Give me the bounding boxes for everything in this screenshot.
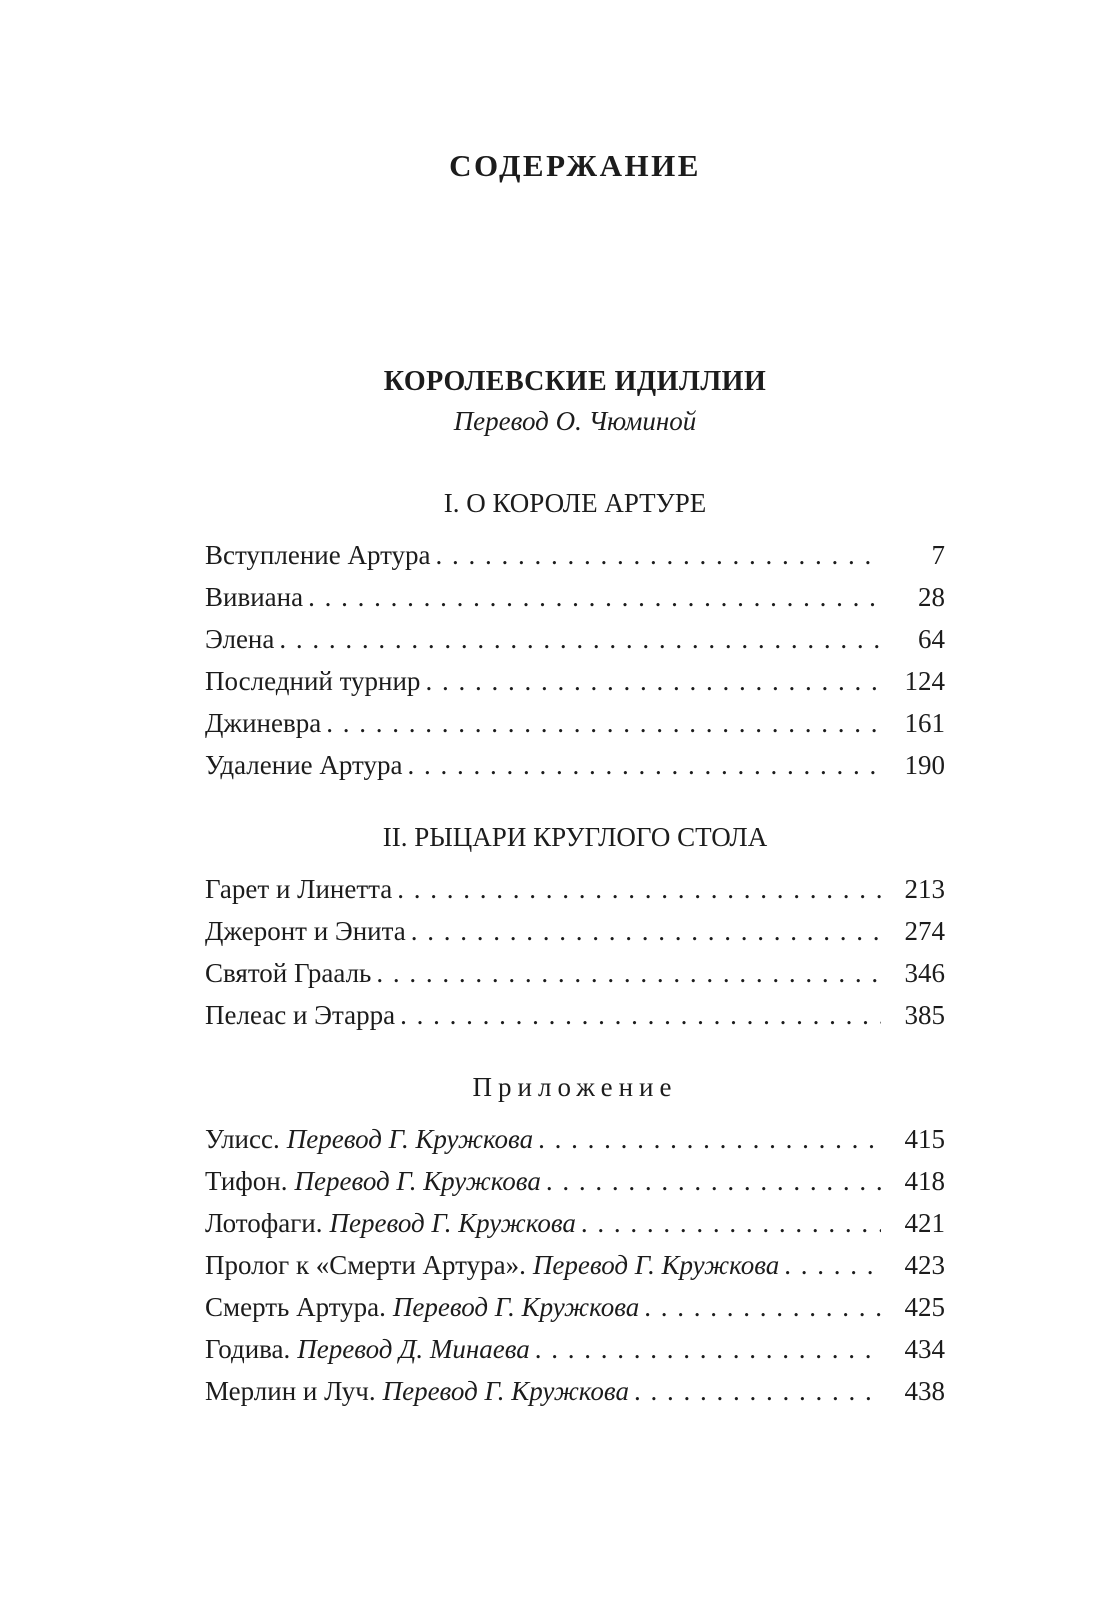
- entry-page-number: 421: [904, 1208, 945, 1238]
- toc-entry: [205, 744, 945, 786]
- toc-list-king-arthur: [205, 534, 945, 786]
- dot-leader: [279, 618, 881, 660]
- toc-entry: [205, 952, 945, 994]
- dot-leader: [546, 1160, 881, 1202]
- entry-translator: Перевод Г. Кружкова: [286, 1124, 534, 1154]
- toc-entry: [205, 534, 945, 576]
- page-title: СОДЕРЖАНИЕ: [449, 148, 701, 183]
- entry-title: Годива.: [205, 1334, 291, 1364]
- entry-title: Пелеас и Этарра: [205, 1000, 396, 1030]
- entry-title: Мерлин и Луч.: [205, 1376, 376, 1406]
- entry-page-number: 213: [904, 874, 945, 904]
- dot-leader: [784, 1244, 881, 1286]
- toc-entry: [205, 660, 945, 702]
- entry-page-number: 124: [904, 666, 945, 696]
- dot-leader: [308, 576, 881, 618]
- dot-leader: [581, 1202, 881, 1244]
- entry-page-number: 190: [904, 750, 945, 780]
- toc-entry: [205, 1244, 945, 1286]
- toc-entry: [205, 1160, 945, 1202]
- entry-title: Вивиана: [205, 582, 304, 612]
- part-title: КОРОЛЕВСКИЕ ИДИЛЛИИ: [383, 366, 767, 397]
- dot-leader: [436, 534, 881, 576]
- toc-entry: [205, 576, 945, 618]
- toc-list-appendix: [205, 1118, 945, 1412]
- entry-title: Гарет и Линетта: [205, 874, 393, 904]
- entry-page-number: 425: [904, 1292, 945, 1322]
- entry-page-number: 274: [904, 916, 945, 946]
- toc-entry: [205, 868, 945, 910]
- section-heading-appendix: Приложение: [472, 1072, 678, 1102]
- toc-entry: [205, 1328, 945, 1370]
- dot-leader: [397, 868, 881, 910]
- entry-page-number: 161: [904, 708, 945, 738]
- dot-leader: [634, 1370, 881, 1412]
- entry-translator: Перевод Г. Кружкова: [329, 1208, 576, 1238]
- entry-title: Джиневра: [205, 708, 322, 738]
- dot-leader: [400, 994, 881, 1036]
- section-heading-1: I. О КОРОЛЕ АРТУРЕ: [443, 488, 707, 518]
- dot-leader: [326, 702, 881, 744]
- entry-page-number: 346: [904, 958, 945, 988]
- entry-title: Пролог к «Смерти Артура».: [205, 1250, 526, 1280]
- entry-translator: Перевод Г. Кружкова: [382, 1376, 629, 1406]
- entry-page-number: 64: [918, 624, 945, 654]
- contents-page: [205, 0, 945, 1412]
- entry-translator: Перевод Д. Минаева: [297, 1334, 530, 1364]
- entry-page-number: 418: [904, 1166, 945, 1196]
- entry-page-number: 7: [931, 540, 945, 570]
- toc-entry: [205, 910, 945, 952]
- entry-title: Джеронт и Энита: [205, 916, 406, 946]
- dot-leader: [407, 744, 881, 786]
- entry-title: Удаление Артура: [205, 750, 403, 780]
- entry-page-number: 434: [904, 1334, 945, 1364]
- toc-entry: [205, 702, 945, 744]
- toc-entry: [205, 618, 945, 660]
- entry-title: Тифон.: [205, 1166, 288, 1196]
- part-subtitle: Перевод О. Чюминой: [453, 406, 697, 436]
- entry-title: Смерть Артура.: [205, 1292, 386, 1322]
- entry-title: Улисс.: [205, 1124, 280, 1154]
- toc-list-round-table: [205, 868, 945, 1036]
- dot-leader: [411, 910, 881, 952]
- toc-entry: [205, 1370, 945, 1412]
- entry-page-number: 28: [918, 582, 945, 612]
- section-heading-2: II. РЫЦАРИ КРУГЛОГО СТОЛА: [382, 822, 768, 852]
- toc-entry: [205, 1118, 945, 1160]
- entry-title: Элена: [205, 624, 275, 654]
- entry-title: Лотофаги.: [205, 1208, 323, 1238]
- dot-leader: [425, 660, 881, 702]
- toc-entry: [205, 994, 945, 1036]
- dot-leader: [644, 1286, 881, 1328]
- dot-leader: [535, 1328, 881, 1370]
- entry-translator: Перевод Г. Кружкова: [532, 1250, 780, 1280]
- entry-title: Вступление Артура: [205, 540, 431, 570]
- dot-leader: [376, 952, 881, 994]
- dot-leader: [538, 1118, 881, 1160]
- entry-translator: Перевод Г. Кружкова: [392, 1292, 640, 1322]
- entry-title: Последний турнир: [205, 666, 421, 696]
- entry-title: Святой Грааль: [205, 958, 372, 988]
- entry-page-number: 423: [904, 1250, 945, 1280]
- entry-page-number: 385: [904, 1000, 945, 1030]
- entry-page-number: 438: [904, 1376, 945, 1406]
- toc-entry: [205, 1286, 945, 1328]
- entry-page-number: 415: [904, 1124, 945, 1154]
- entry-translator: Перевод Г. Кружкова: [294, 1166, 541, 1196]
- toc-entry: [205, 1202, 945, 1244]
